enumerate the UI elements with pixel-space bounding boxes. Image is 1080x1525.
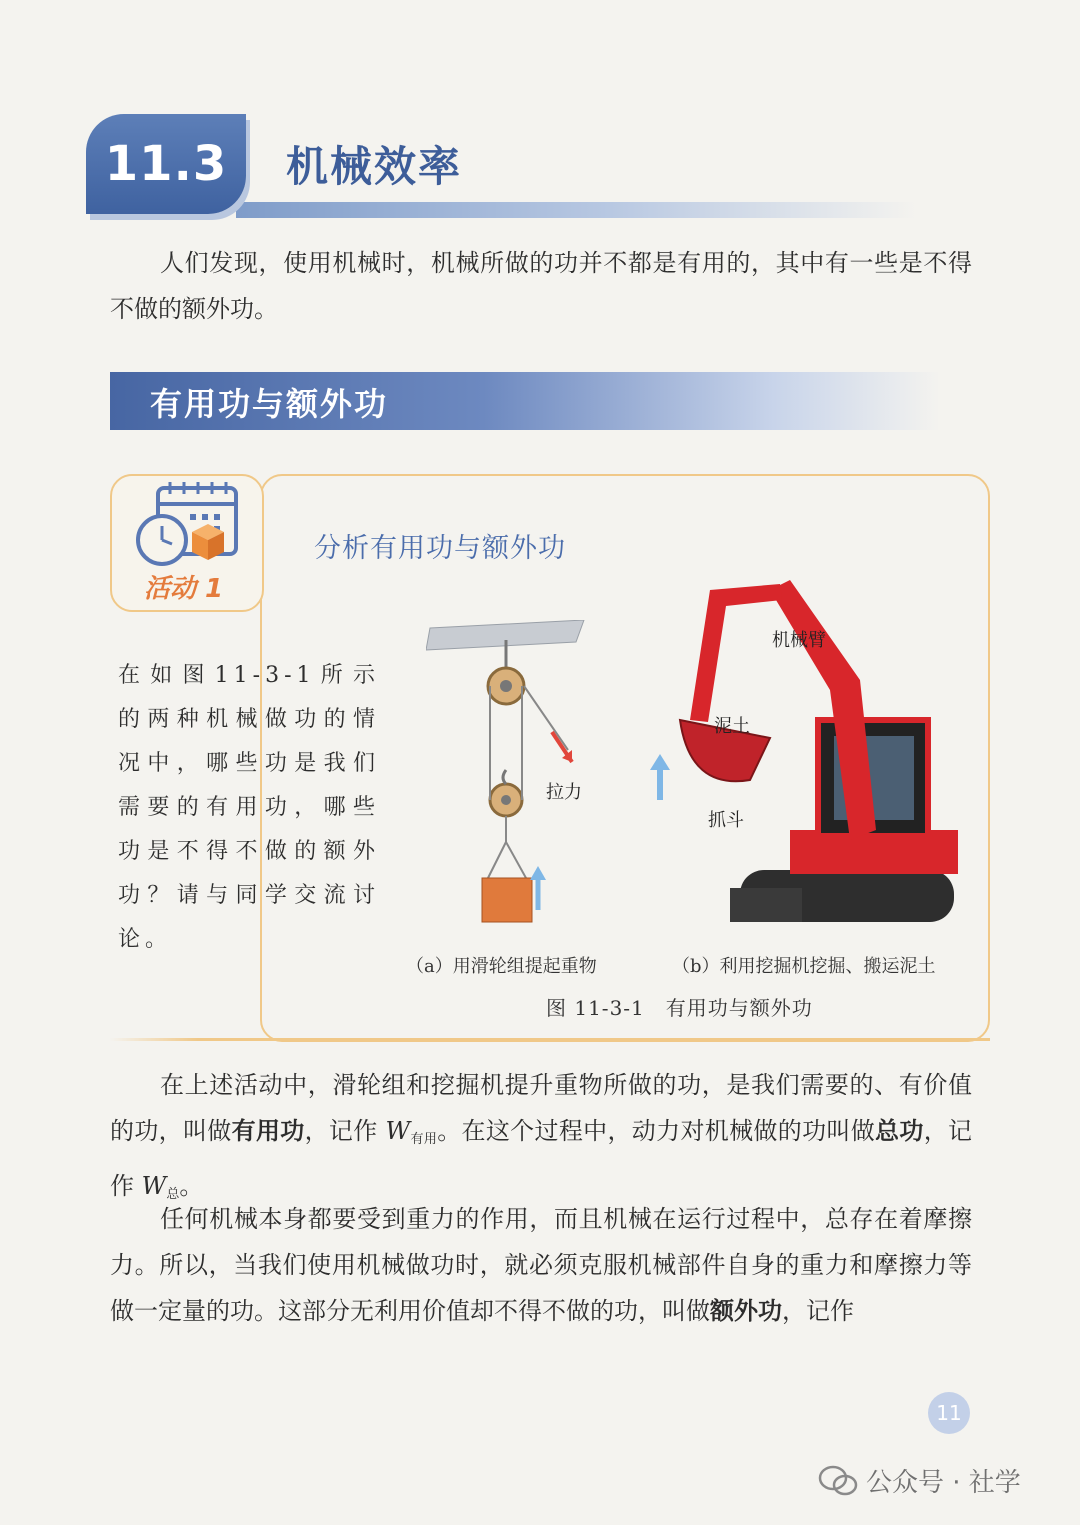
pulley-system-illustration: [426, 620, 596, 930]
p1-text-3: 。在这个过程中，动力对机械做的功叫做: [437, 1117, 876, 1145]
activity-text: 在如图11-3-1所示的两种机械做功的情况中，哪些功是我们需要的有用功，哪些功是不得不做的额外功？请与同学交流讨论。: [118, 663, 380, 952]
activity-title: 分析有用功与额外功: [314, 533, 566, 564]
activity-box: [110, 474, 988, 1042]
body-paragraph-1: [110, 1062, 972, 1218]
label-arm: 机械臂: [772, 630, 826, 651]
p1-text-5: 。: [179, 1172, 204, 1200]
p1-text-4: ，记作: [110, 1117, 973, 1200]
figure-a-caption: （a）用滑轮组提起重物: [406, 956, 597, 977]
term-total-work: 总功: [875, 1116, 924, 1145]
activity-bottom-rule: [110, 1038, 990, 1041]
figure-b-caption: （b）利用挖掘机挖掘、搬运泥土: [672, 956, 936, 977]
p2-text-2: ，记作: [782, 1297, 854, 1325]
section-underline: [236, 202, 916, 218]
section-number: 11.3: [104, 136, 228, 192]
activity-label: 活动 1: [144, 574, 224, 604]
intro-paragraph: 人们发现，使用机械时，机械所做的功并不都是有用的，其中有一些是不得不做的额外功。: [110, 249, 972, 323]
wechat-icon: [818, 1464, 858, 1498]
var-w-total: W: [141, 1172, 167, 1200]
p2-text-1: 任何机械本身都要受到重力的作用，而且机械在运行过程中，总存在着摩擦力。所以，当我们使用机械做功时，就必须克服机械部件自身的重力和摩擦力等做一定量的功。这部分无利用价值却不得不做的功，叫做: [110, 1205, 972, 1325]
term-extra-work: 额外功: [710, 1296, 782, 1325]
calendar-clock-box-icon: [134, 482, 244, 572]
var-w-useful: W: [385, 1117, 411, 1145]
subsection-banner: [110, 372, 940, 430]
section-number-box: [86, 114, 246, 214]
p1-text-1: 在上述活动中，滑轮组和挖掘机提升重物所做的功，是我们需要的、有价值的功，叫做: [110, 1071, 972, 1145]
page-number: 11: [928, 1392, 970, 1434]
activity-badge: [110, 474, 264, 612]
sub-total: 总: [166, 1187, 180, 1202]
label-soil: 泥土: [714, 716, 750, 737]
section-header: [86, 110, 916, 220]
section-title: 机械效率: [286, 142, 463, 191]
label-force: 拉力: [546, 782, 582, 803]
body-paragraph-2: [110, 1196, 972, 1334]
sub-useful: 有用: [410, 1132, 438, 1147]
label-bucket: 抓斗: [708, 810, 744, 831]
figure-caption: 图 11-3-1 有用功与额外功: [546, 996, 813, 1020]
subsection-title: 有用功与额外功: [150, 385, 389, 423]
watermark-text: 公众号 · 社学: [866, 1468, 1021, 1498]
p1-text-2: ，记作: [304, 1117, 386, 1145]
term-useful-work: 有用功: [231, 1116, 305, 1145]
